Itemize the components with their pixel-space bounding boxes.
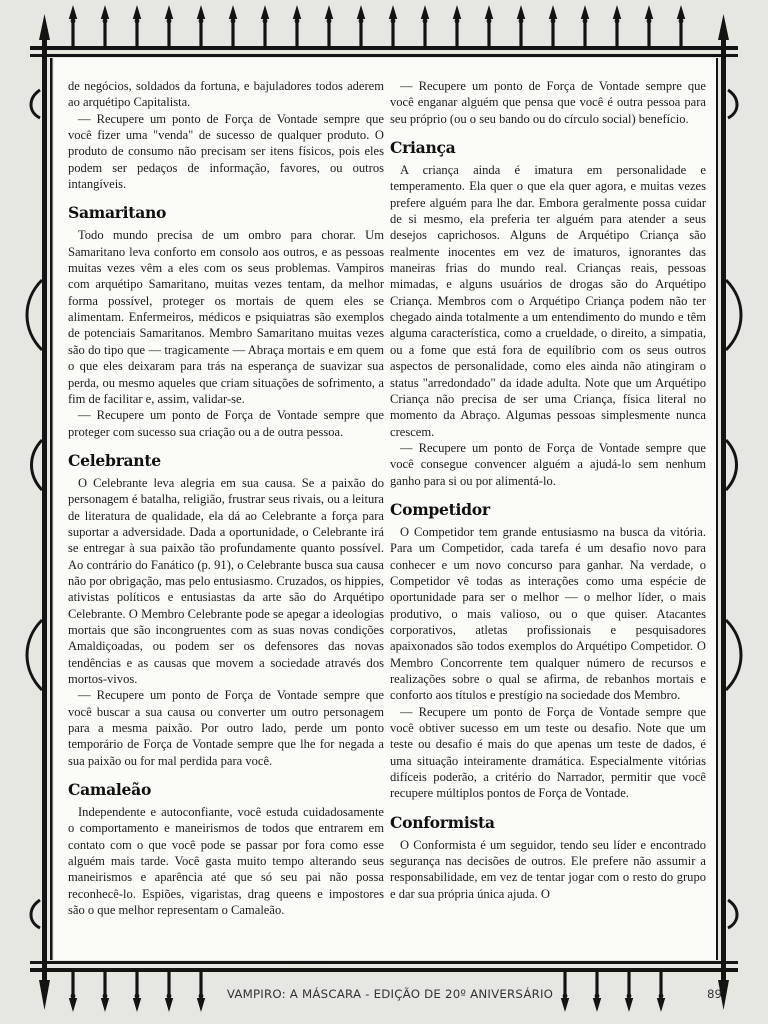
heading-crianca: Criança bbox=[390, 138, 456, 158]
paragraph: — Recupere um ponto de Força de Vontade sempre que você consegue convencer alguém a ajudá-lo sem nenhum ganho para si ou por alimentá-lo. bbox=[390, 440, 706, 488]
paragraph: — Recupere um ponto de Força de Vontade sempre que você fizer uma "venda" de sucesso de qualquer produto. O produto de consumo não precisam ser itens físicos, pois eles podem ser pedaços de informação, favores, ou outros intangíveis. bbox=[68, 111, 384, 192]
paragraph: de negócios, soldados da fortuna, e bajuladores todos aderem ao arquétipo Capitalista. bbox=[68, 79, 384, 110]
paragraph: A criança ainda é imatura em personalidade e temperamento. Ela quer o que ela quer agora, e muitas vezes prefere alguém para lhe dar. Embora geralmente possa cuidar de si mesmo, ela preferia ter alguém para atender a seus desejos caprichosos. Alguns de Arquétipo Criança são realmente inocentes em vez de imaturos, ignorantes das maneiras frias do mundo real. Crianças reais, pessoas mimadas, e alguns usuários de drogas são do Arquétipo Criança. Membros com o Arquétipo Criança podem não ter chegado ainda totalmente a um entendimento do mundo e têm alguma característica, como a crueldade, o direito, a simpatia, ou a fome que está fora de equilíbrio com os seus outros aspectos de personalidade, como eles ainda não atingiram o status "arredondado" da idade adulta. Note que um Arquétipo Criança não precisa de ser uma Criança, física literal no momento da Abraço. Algumas pessoas simplesmente nunca crescem. bbox=[390, 163, 706, 439]
page-footer bbox=[0, 986, 768, 1008]
right-column bbox=[390, 78, 706, 902]
heading-camaleao: Camaleão bbox=[68, 780, 152, 800]
heading-samaritano: Samaritano bbox=[68, 203, 167, 223]
paragraph: O Celebrante leva alegria em sua causa. Se a paixão do personagem é batalha, religião, frustrar seus rivais, ou a leitura de literatura de qualidade, ela dá ao Celebrante a força para suportar a adversidade. Dada a oportunidade, o Celebrante irá se entregar à sua paixão tão profundamente quanto possível. Ao contrário do Fanático (p. 91), o Celebrante busca sua causa não por obrigação, mas pelo entusiasmo. Cruzados, os hippies, ativistas políticos e entusiastas da arte são do Arquétipo Celebrante. O Membro Celebrante pode se apegar a ideologias mortais que são incongruentes com as suas novas condições Amaldiçoadas, ou podem ser os defensores das novas tendências e as causas que movem a sociedade através dos mortos-vivos. bbox=[68, 475, 384, 686]
paragraph: O Conformista é um seguidor, tendo seu líder e encontrado segurança nas decisões de outros. Ele prefere não assumir a responsabilidade, em vez de tentar jogar com o resto do grupo e dar sua própria única ajuda. O bbox=[390, 837, 706, 901]
page-number: 89 bbox=[706, 987, 722, 1001]
page-content bbox=[54, 58, 716, 960]
heading-celebrante: Celebrante bbox=[68, 450, 161, 470]
paragraph: — Recupere um ponto de Força de Vontade sempre que você enganar alguém que pensa que você é outra pessoa para seu próprio (ou o seu bando ou do círculo social) benefício. bbox=[390, 79, 706, 126]
paragraph: — Recupere um ponto de Força de Vontade sempre que proteger com sucesso sua criação ou a de outra pessoa. bbox=[68, 408, 384, 439]
book-title: VAMPIRO: A MÁSCARA - EDIÇÃO DE 20º ANIVERSÁRIO bbox=[226, 987, 554, 1001]
left-column bbox=[68, 78, 384, 918]
paragraph: — Recupere um ponto de Força de Vontade sempre que você buscar a sua causa ou converter um outro personagem para a mesma paixão. Por outro lado, perde um ponto temporário de Força de Vontade sempre que lhe for negada a sua paixão ou for mal perdida para você. bbox=[68, 688, 384, 768]
heading-conformista: Conformista bbox=[390, 812, 495, 832]
paragraph: O Competidor tem grande entusiasmo na busca da vitória. Para um Competidor, cada tarefa é um desafio novo para conhecer e um novo concurso para ganhar. Na verdade, o Competidor vê todas as interações como uma espécie de oportunidade para ser o melhor — o melhor líder, o mais produtivo, o mais valioso, ou o que quiser. Atacantes corporativos, atletas profissionais e pesquisadores apaixonados são todos exemplos do Arquétipo Competidor. O Membro Concorrente tem qualquer número de recursos e realizações sobre o qual se afirma, de rebanhos mortais e conforto aos títulos e prestígio na sociedade dos Membro. bbox=[390, 524, 706, 703]
paragraph: Todo mundo precisa de um ombro para chorar. Um Samaritano leva conforto em consolo aos outros, e as pessoas muitas vezes vêm a eles com os seus problemas. Vampiros com arquétipo Samaritano, muitas vezes tentam, da melhor forma possível, proteger os mortais de quem eles se alimentam. Enfermeiros, médicos e psiquiatras são exemplos de potenciais Samaritanos. Membro Samaritano muitas vezes são do tipo que — tragicamente — Abraça mortais e em quem o que eles deixaram para trás na esperança de suavizar sua perda, ou mesmo aqueles que criam situações de sofrimento, a fim de facilitar e, assim, validar-se. bbox=[68, 228, 384, 406]
paragraph: Independente e autoconfiante, você estuda cuidadosamente o comportamento e maneirismos de todos que entrarem em contato com o que você pode se passar por fora como esse alguém mais tarde. Você gasta muito tempo alterando seus maneirismos e aparência até que só seu pai não possa reconhecê-lo. Espiões, vigaristas, drag queens e impostores são o que melhor representam o Camaleão. bbox=[68, 805, 384, 918]
heading-competidor: Competidor bbox=[390, 499, 490, 519]
paragraph: — Recupere um ponto de Força de Vontade sempre que você obtiver sucesso em um teste ou desafio. Note que um teste ou desafio é mais do que apenas um teste de dados, é uma situação inteiramente dramática. Especialmente vitórias difíceis poderão, a critério do Narrador, permitir que você recupere múltiplos pontos de Força de Vontade. bbox=[390, 704, 706, 801]
